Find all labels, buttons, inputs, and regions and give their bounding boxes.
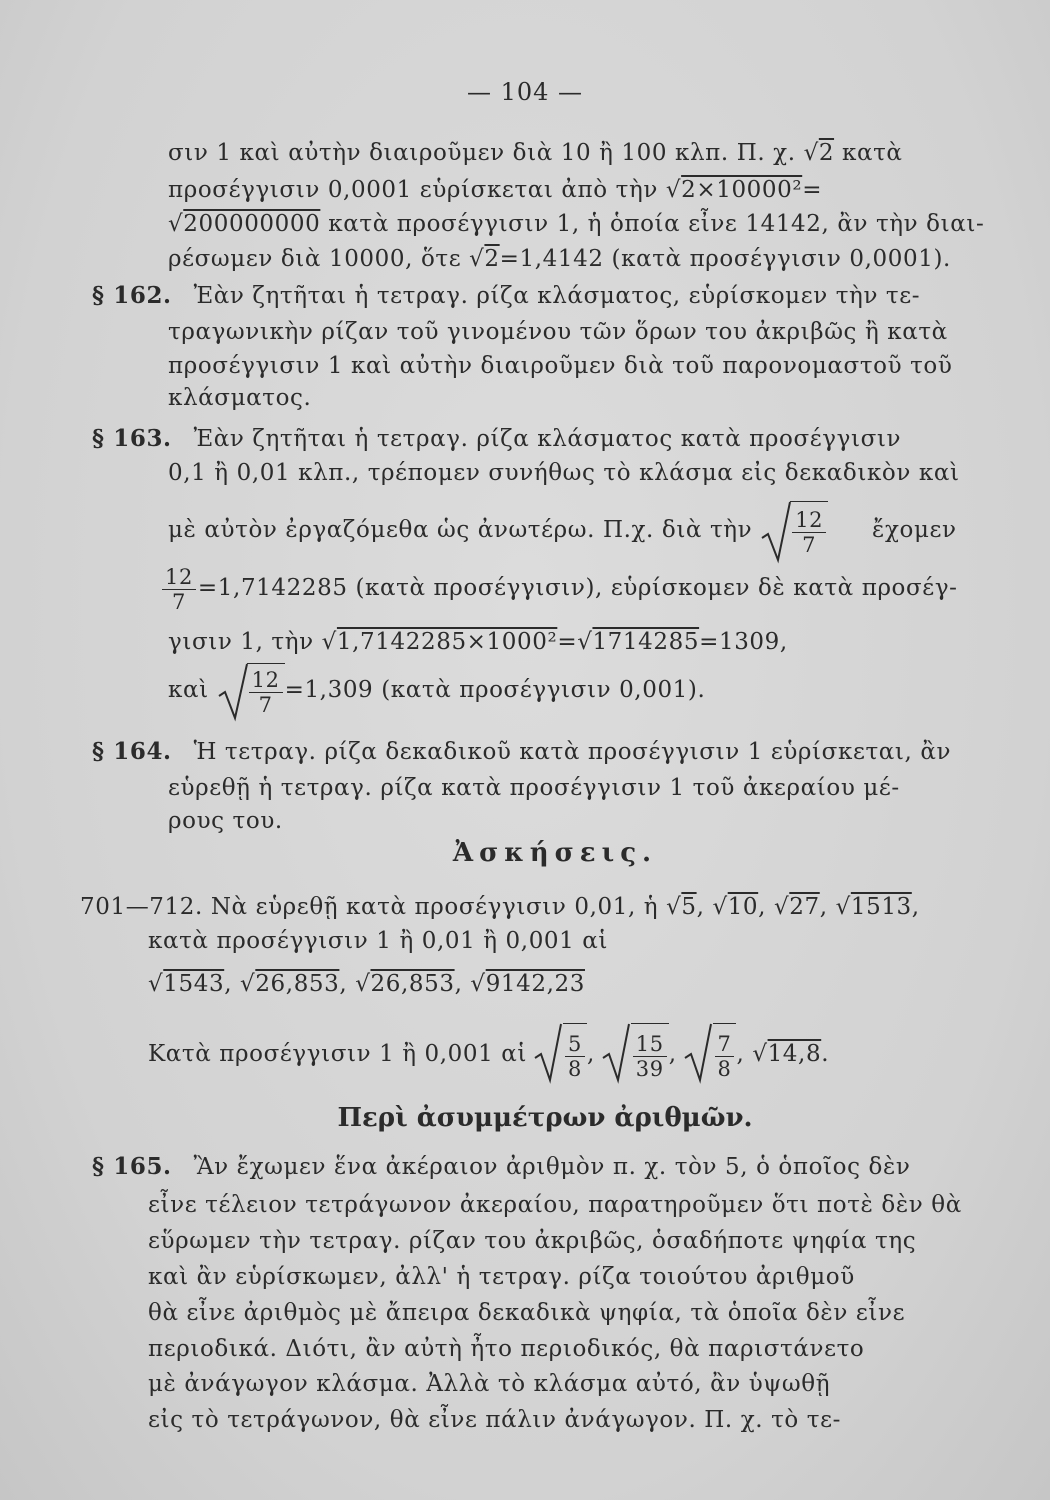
text-line: μὲ ἀνάγωγον κλάσμα. Ἀλλὰ τὸ κλάσμα αὐτό, ἂν ὑψωθῇ [148, 1371, 831, 1397]
fraction [633, 1032, 667, 1081]
text-segment: Ἐὰν ζητῆται ἡ τετραγ. ρίζα κλάσματος κατὰ προσέγγισιν [193, 426, 902, 452]
sqrt-expression: √1,7142285×1000² [321, 629, 558, 655]
sqrt-expression: √1714285 [577, 629, 700, 655]
text-line [168, 244, 951, 274]
radicand: 1513 [850, 894, 912, 920]
text-line: εἰς τὸ τετράγωνον, θὰ εἶνε πάλιν ἀνάγωγον. Π. χ. τὸ τε- [148, 1407, 842, 1433]
text-line: καὶ ἂν εὑρίσκωμεν, ἀλλ' ἡ τετραγ. ρίζα τοιούτου ἀριθμοῦ [148, 1264, 855, 1290]
text-line: εὑρεθῇ ἡ τετραγ. ρίζα κατὰ προσέγγισιν 1 τοῦ ἀκεραίου μέ- [168, 775, 900, 801]
text-line: εἶνε τέλειον τετράγωνον ἀκεραίου, παρατηροῦμεν ὅτι ποτὲ δὲν θὰ [148, 1192, 962, 1218]
radicand: 2×10000² [681, 177, 803, 203]
numerator: 12 [792, 508, 826, 533]
text-segment: ἔχομεν [872, 517, 957, 543]
text-line: περιοδικά. Διότι, ἂν αὐτὴ ἦτο περιοδικός, θὰ παριστάνετο [148, 1336, 865, 1362]
text-segment: γισιν 1, τὴν [168, 629, 314, 655]
sqrt-expression: √2×10000² [665, 177, 803, 203]
text-segment: =1,309 (κατὰ προσέγγισιν 0,001). [284, 677, 706, 703]
text-line: ρους του. [168, 808, 283, 834]
radicand: 9142,23 [485, 971, 585, 997]
text-segment: Ἐὰν ζητῆται ἡ τετραγ. ρίζα κλάσματος, εὑρίσκομεν τὴν τε- [193, 283, 921, 309]
denominator: 8 [567, 1057, 582, 1081]
fraction [565, 1032, 585, 1081]
text-segment: 701—712. Νὰ εὑρεθῇ κατὰ προσέγγισιν 0,01, ἡ [80, 894, 659, 920]
denominator: 7 [802, 533, 817, 557]
text-line [168, 627, 788, 657]
exercises-heading: Ἀσκήσεις. [452, 838, 658, 868]
text-segment: κατὰ προσέγγισιν 1, ἡ ὁποία εἶνε 14142, ἂν τὴν διαι- [328, 211, 985, 237]
sqrt-expression: √1543, [148, 971, 233, 997]
exercise-line: κατὰ προσέγγισιν 1 ἢ 0,01 ἢ 0,001 αἱ [148, 928, 609, 954]
exercise-line [148, 969, 585, 999]
sqrt-expression: √9142,23 [470, 971, 585, 997]
sqrt-expression: √2 [469, 246, 500, 272]
radicand: 26,853 [255, 971, 340, 997]
sqrt-expression: √5, [666, 894, 705, 920]
text-segment: Ἂν ἔχωμεν ἕνα ἀκέραιον ἀριθμὸν π. χ. τὸν 5, ὁ ὁποῖος δὲν [193, 1154, 911, 1180]
text-segment: =1,4142 (κατὰ προσέγγισιν 0,0001). [499, 246, 951, 272]
sqrt-fraction-12-7 [247, 663, 285, 720]
radicand: 5 [681, 894, 697, 920]
text-line [168, 209, 984, 239]
section-number: § 164. [92, 738, 172, 765]
sqrt-expression: √1513, [835, 894, 920, 920]
paragraph-line [92, 424, 901, 454]
text-segment: =1309, [699, 629, 788, 655]
paragraph-line [92, 737, 951, 767]
page-number: — 104 — [466, 78, 584, 106]
radicand: 2 [818, 140, 835, 166]
sqrt-expression: √2 [803, 140, 835, 166]
radicand: 1714285 [592, 629, 700, 655]
sqrt-fraction-12-7 [790, 501, 828, 562]
text-segment: = [802, 177, 823, 203]
sqrt-expression: √200000000 [168, 211, 321, 237]
radicand: 200000000 [183, 211, 321, 237]
fraction [715, 1032, 735, 1081]
sqrt-fraction-15-39 [631, 1023, 669, 1088]
text-line [168, 138, 1018, 168]
text-segment: σιν 1 καὶ αὐτὴν διαιροῦμεν διὰ 10 ἢ 100 κλπ. Π. χ. [168, 140, 796, 166]
text-line [168, 662, 705, 718]
sqrt-expression: √27, [774, 894, 828, 920]
sqrt-expression: √10, [712, 894, 767, 920]
text-line [160, 560, 958, 616]
text-line [168, 500, 957, 560]
sqrt-expression: √26,853, [355, 971, 463, 997]
denominator: 7 [258, 693, 273, 717]
radicand: 2 [484, 246, 500, 272]
sqrt-expression: √14,8. [752, 1041, 830, 1067]
denominator: 7 [171, 589, 186, 614]
text-segment: =1,7142285 (κατὰ προσέγγισιν), εὑρίσκομεν δὲ κατὰ προσέγ- [197, 575, 958, 601]
text-segment: καὶ [168, 677, 209, 703]
radicand: 27 [789, 894, 820, 920]
text-line: τραγωνικὴν ρίζαν τοῦ γινομένου τῶν ὅρων του ἀκριβῶς ἢ κατὰ [168, 319, 948, 345]
radicand: 14,8 [767, 1041, 822, 1067]
text-line: εὕρωμεν τὴν τετραγ. ρίζαν του ἀκριβῶς, ὁσαδήποτε ψηφία της [148, 1228, 917, 1254]
numerator: 12 [162, 565, 196, 590]
radicand: 26,853 [370, 971, 455, 997]
numerator: 15 [633, 1032, 667, 1057]
sqrt-expression: √26,853, [240, 971, 348, 997]
fraction [792, 508, 826, 557]
paragraph-line [92, 281, 920, 311]
text-line [168, 175, 822, 205]
text-line: προσέγγισιν 1 καὶ αὐτὴν διαιροῦμεν διὰ τοῦ παρονομαστοῦ τοῦ [168, 353, 953, 379]
fraction [249, 668, 283, 717]
numerator: 7 [715, 1032, 735, 1057]
denominator: 39 [635, 1057, 664, 1081]
text-segment: ρέσωμεν διὰ 10000, ὅτε [168, 246, 462, 272]
text-segment: Κατὰ προσέγγισιν 1 ἢ 0,001 αἱ [148, 1041, 528, 1067]
radicand: 1543 [163, 971, 225, 997]
text-segment: Ἡ τετραγ. ρίζα δεκαδικοῦ κατὰ προσέγγισιν 1 εὑρίσκεται, ἂν [193, 739, 952, 765]
numerator: 5 [565, 1032, 585, 1057]
exercise-line [80, 892, 920, 922]
section-heading: Περὶ ἀσυμμέτρων ἀριθμῶν. [337, 1103, 753, 1133]
sqrt-fraction-7-8 [713, 1023, 737, 1088]
radicand: 10 [727, 894, 759, 920]
denominator: 8 [717, 1057, 732, 1081]
radicand: 1,7142285×1000² [336, 629, 558, 655]
sqrt-fraction-5-8 [563, 1023, 587, 1088]
numerator: 12 [249, 668, 283, 693]
text-line: 0,1 ἢ 0,01 κλπ., τρέπομεν συνήθως τὸ κλάσμα εἰς δεκαδικὸν καὶ [168, 460, 960, 486]
fraction [162, 565, 196, 614]
text-segment: κατὰ [841, 140, 903, 166]
section-number: § 162. [92, 282, 172, 309]
text-segment: = [557, 629, 578, 655]
section-number: § 165. [92, 1153, 172, 1180]
text-line: θὰ εἶνε ἀριθμὸς μὲ ἄπειρα δεκαδικὰ ψηφία, τὰ ὁποῖα δὲν εἶνε [148, 1300, 906, 1326]
text-segment: μὲ αὐτὸν ἐργαζόμεθα ὡς ἀνωτέρω. Π.χ. διὰ τὴν [168, 517, 753, 543]
exercise-line: Κατὰ προσέγγισιν 1 ἢ 0,001 αἱ $\frac{5}{8}$ , $\frac{15}{39}$ , $\frac{7}{8}$ , √14,8. [148, 1022, 829, 1086]
paragraph-line [92, 1152, 910, 1182]
text-segment: προσέγγισιν 0,0001 εὑρίσκεται ἀπὸ τὴν [168, 177, 658, 203]
section-number: § 163. [92, 425, 172, 452]
text-line: κλάσματος. [168, 385, 312, 411]
